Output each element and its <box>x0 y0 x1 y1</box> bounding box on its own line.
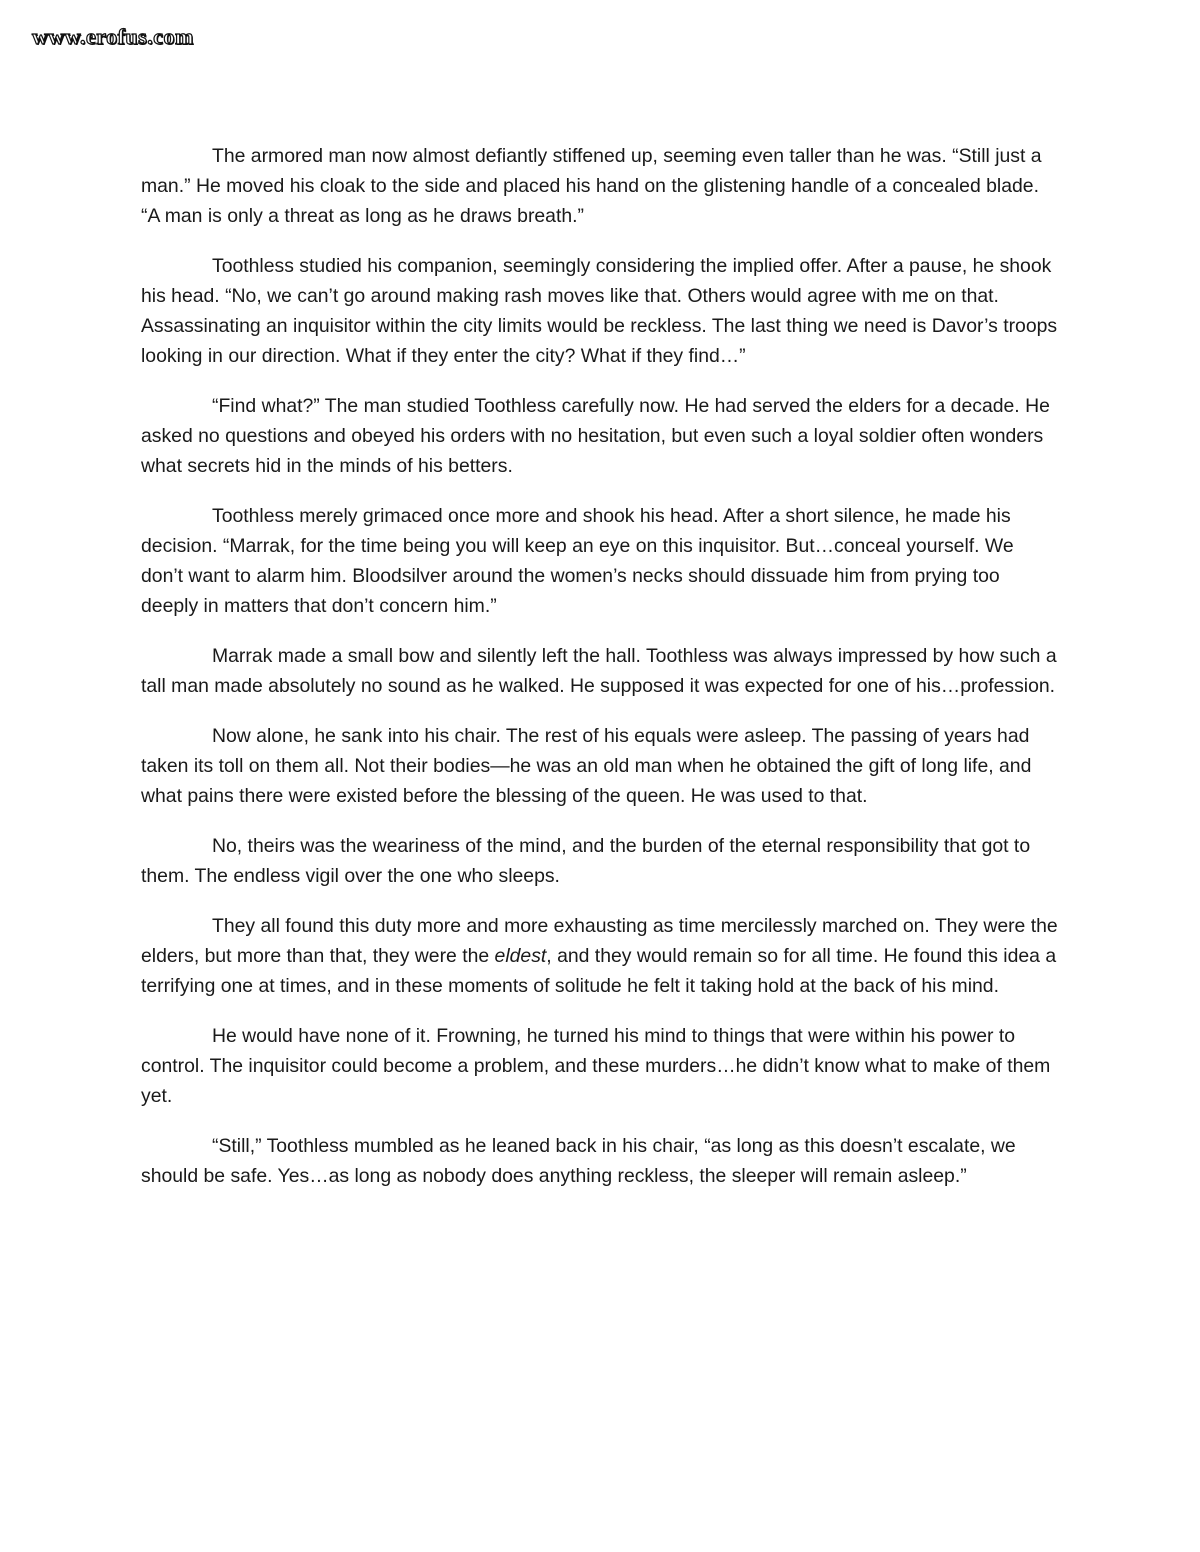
paragraph: Now alone, he sank into his chair. The rest of his equals were asleep. The passing of years had taken its toll on them all. Not their bodies—he was an old man when he obtained the gift of long life, and what pains there were existed before the blessing of the queen. He was used to that. <box>141 725 1032 807</box>
paragraph-text: , and they would remain so for all time. He found this idea a terrifying one at times, and in these moments of solitude he felt it taking hold at the back of his mind. <box>141 945 1057 997</box>
watermark-text: www.erofus.com <box>32 24 194 49</box>
paragraph: He would have none of it. Frowning, he turned his mind to things that were within his power to control. The inquisitor could become a problem, and these murders…he didn’t know what to make of them yet. <box>141 1025 1051 1107</box>
paragraph: Marrak made a small bow and silently left the hall. Toothless was always impressed by how such a tall man made absolutely no sound as he walked. He supposed it was expected for one of his…profession. <box>141 645 1057 697</box>
paragraph: “Still,” Toothless mumbled as he leaned back in his chair, “as long as this doesn’t escalate, we should be safe. Yes…as long as nobody does anything reckless, the sleeper will remain asleep.” <box>141 1135 1016 1187</box>
paragraph: No, theirs was the weariness of the mind, and the burden of the eternal responsibility that got to them. The endless vigil over the one who sleeps. <box>141 835 1031 887</box>
paragraph: Toothless merely grimaced once more and shook his head. After a short silence, he made his decision. “Marrak, for the time being you will keep an eye on this inquisitor. But…conceal yourself. We don’t want to alarm him. Bloodsilver around the women’s necks should dissuade him from prying too deeply in matters that don’t concern him.” <box>141 505 1014 617</box>
paragraph-text: They all found this duty more and more exhausting as time mercilessly marched on. They were the elders, but more than that, they were the <box>141 915 1058 967</box>
document-page <box>141 141 1061 1211</box>
emphasis-text: eldest <box>494 945 547 967</box>
paragraph: The armored man now almost defiantly stiffened up, seeming even taller than he was. “Still just a man.” He moved his cloak to the side and placed his hand on the glistening handle of a concealed blade. “A man is only a threat as long as he draws breath.” <box>141 145 1042 227</box>
paragraph: Toothless studied his companion, seemingly considering the implied offer. After a pause, he shook his head. “No, we can’t go around making rash moves like that. Others would agree with me on that. Assassinating an inquisitor within the city limits would be reckless. The last thing we need is Davor’s troops looking in our direction. What if they enter the city? What if they find…” <box>141 255 1058 367</box>
paragraph-eldest <box>141 911 1061 1001</box>
paragraph: “Find what?” The man studied Toothless carefully now. He had served the elders for a decade. He asked no questions and obeyed his orders with no hesitation, but even such a loyal soldier often wonders what secrets hid in the minds of his betters. <box>141 395 1050 477</box>
